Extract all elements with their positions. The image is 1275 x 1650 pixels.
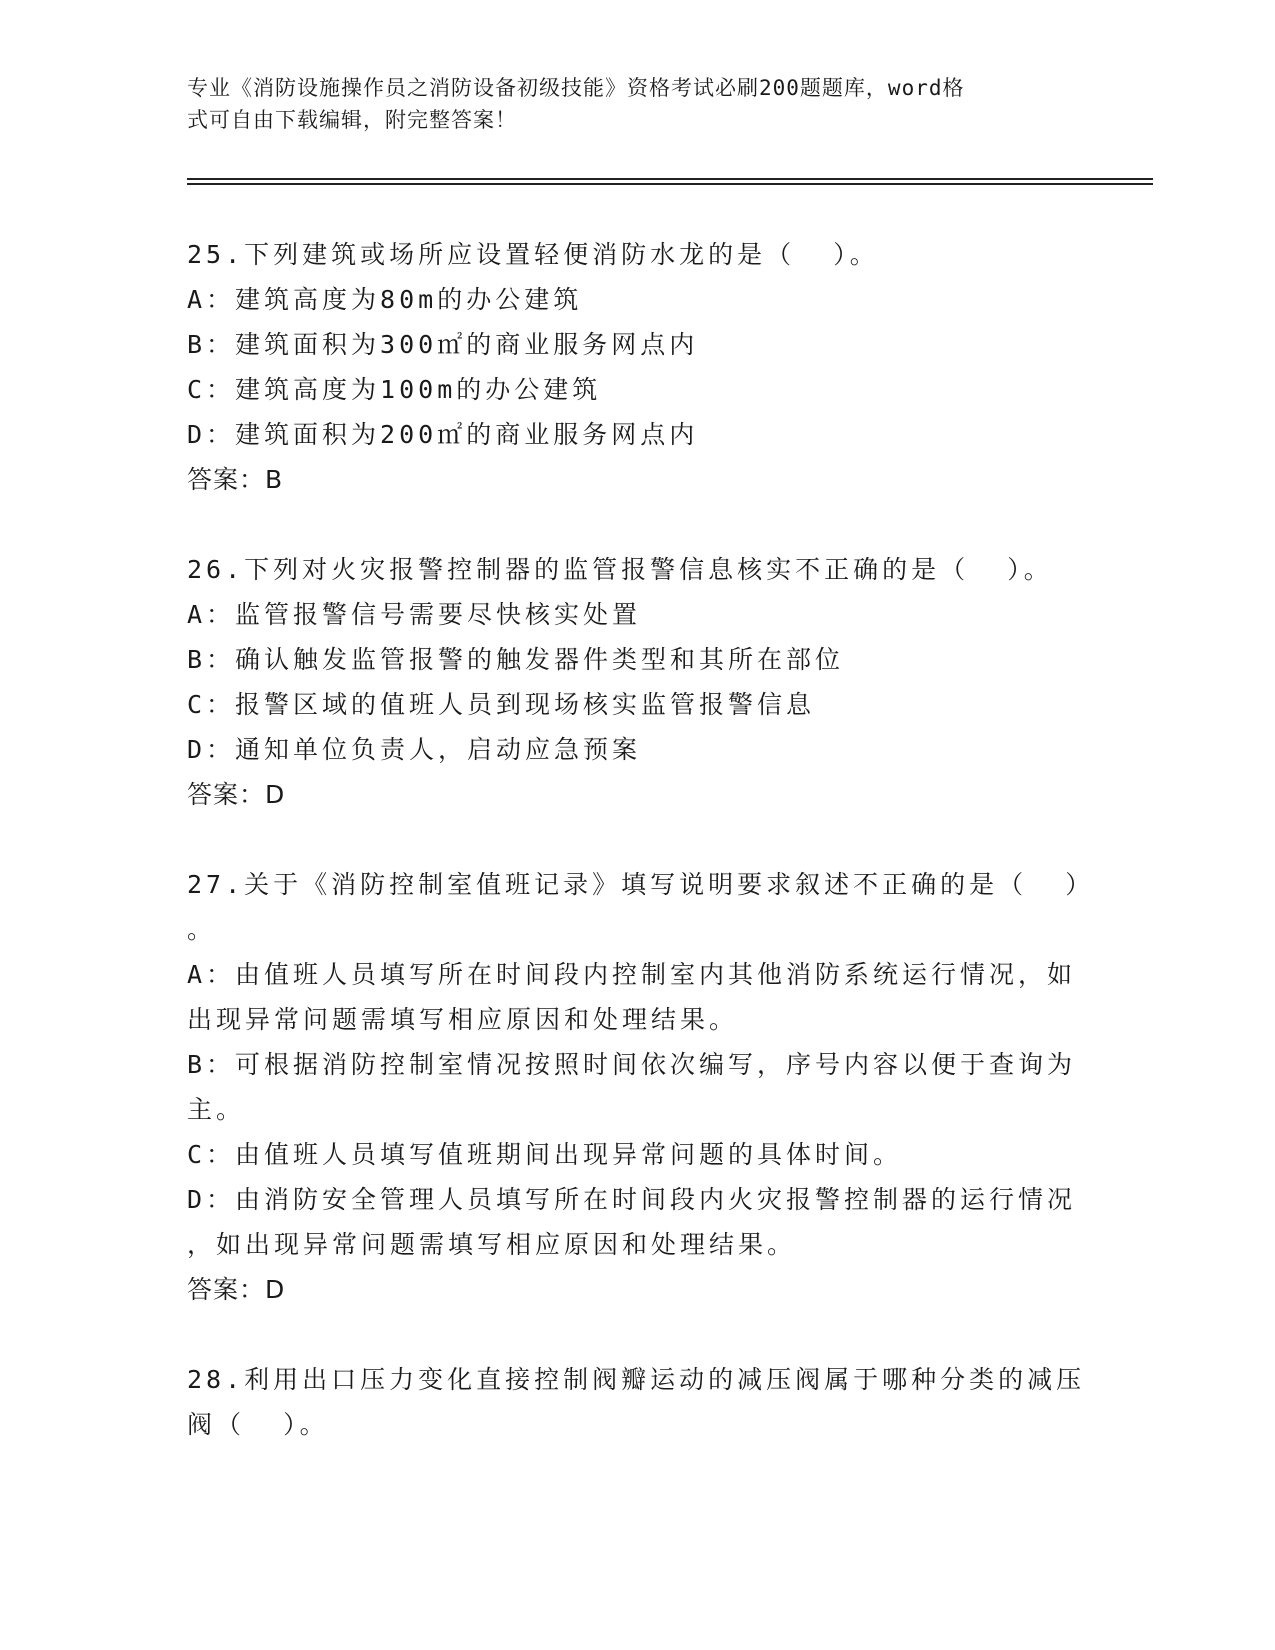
answer-option — [187, 682, 1087, 727]
question-block — [187, 1357, 1087, 1447]
option-text: C：报警区域的值班人员到现场核实监管报警信息 — [187, 690, 816, 719]
answer-option — [187, 727, 1087, 772]
header-divider-bottom — [187, 183, 1153, 185]
header-divider-top — [187, 178, 1153, 180]
option-text: A：建筑高度为80m的办公建筑 — [187, 285, 583, 314]
answer-option — [187, 1042, 1087, 1132]
option-text: D：由消防安全管理人员填写所在时间段内火灾报警控制器的运行情况 — [187, 1185, 1077, 1214]
option-text: C：由值班人员填写值班期间出现异常问题的具体时间。 — [187, 1140, 903, 1169]
answer-option — [187, 412, 1087, 457]
option-text: B：确认触发监管报警的触发器件类型和其所在部位 — [187, 645, 845, 674]
option-text: 主。 — [187, 1095, 246, 1124]
answer-option — [187, 322, 1087, 367]
answer-option — [187, 952, 1087, 1042]
answer-option — [187, 592, 1087, 637]
answer-option — [187, 1132, 1087, 1177]
question-block — [187, 862, 1095, 1312]
question-stem: 28.利用出口压力变化直接控制阀瓣运动的减压阀属于哪种分类的减压 — [187, 1365, 1086, 1394]
answer-key: 答案：B — [187, 465, 284, 494]
question-block — [187, 232, 1087, 502]
question-stem: 27.关于《消防控制室值班记录》填写说明要求叙述不正确的是（ ） — [187, 870, 1095, 899]
question-stem: 。 — [187, 915, 217, 944]
option-text: 出现异常问题需填写相应原因和处理结果。 — [187, 1005, 739, 1034]
option-text: D：建筑面积为200㎡的商业服务网点内 — [187, 420, 699, 449]
option-text: A：由值班人员填写所在时间段内控制室内其他消防系统运行情况，如 — [187, 960, 1077, 989]
header-line-1: 专业《消防设施操作员之消防设备初级技能》资格考试必刷200题题库，word格 — [187, 76, 965, 100]
option-text: A：监管报警信号需要尽快核实处置 — [187, 600, 642, 629]
option-text: B：建筑面积为300㎡的商业服务网点内 — [187, 330, 699, 359]
option-text: C：建筑高度为100m的办公建筑 — [187, 375, 602, 404]
answer-option — [187, 277, 1087, 322]
answer-key: 答案：D — [187, 1275, 286, 1304]
question-block — [187, 547, 1087, 817]
option-text: B：可根据消防控制室情况按照时间依次编写，序号内容以便于查询为 — [187, 1050, 1077, 1079]
answer-option — [187, 1177, 1087, 1267]
option-text: ，如出现异常问题需填写相应原因和处理结果。 — [187, 1230, 797, 1259]
document-header — [187, 72, 1067, 136]
question-stem: 阀（ ）。 — [187, 1410, 329, 1439]
answer-option — [187, 637, 1087, 682]
question-stem: 25.下列建筑或场所应设置轻便消防水龙的是（ ）。 — [187, 240, 879, 269]
header-line-2: 式可自由下载编辑，附完整答案！ — [187, 108, 517, 132]
answer-key: 答案：D — [187, 780, 286, 809]
question-list — [187, 232, 1095, 1492]
question-stem: 26.下列对火灾报警控制器的监管报警信息核实不正确的是（ ）。 — [187, 555, 1053, 584]
answer-option — [187, 367, 1087, 412]
option-text: D：通知单位负责人，启动应急预案 — [187, 735, 642, 764]
